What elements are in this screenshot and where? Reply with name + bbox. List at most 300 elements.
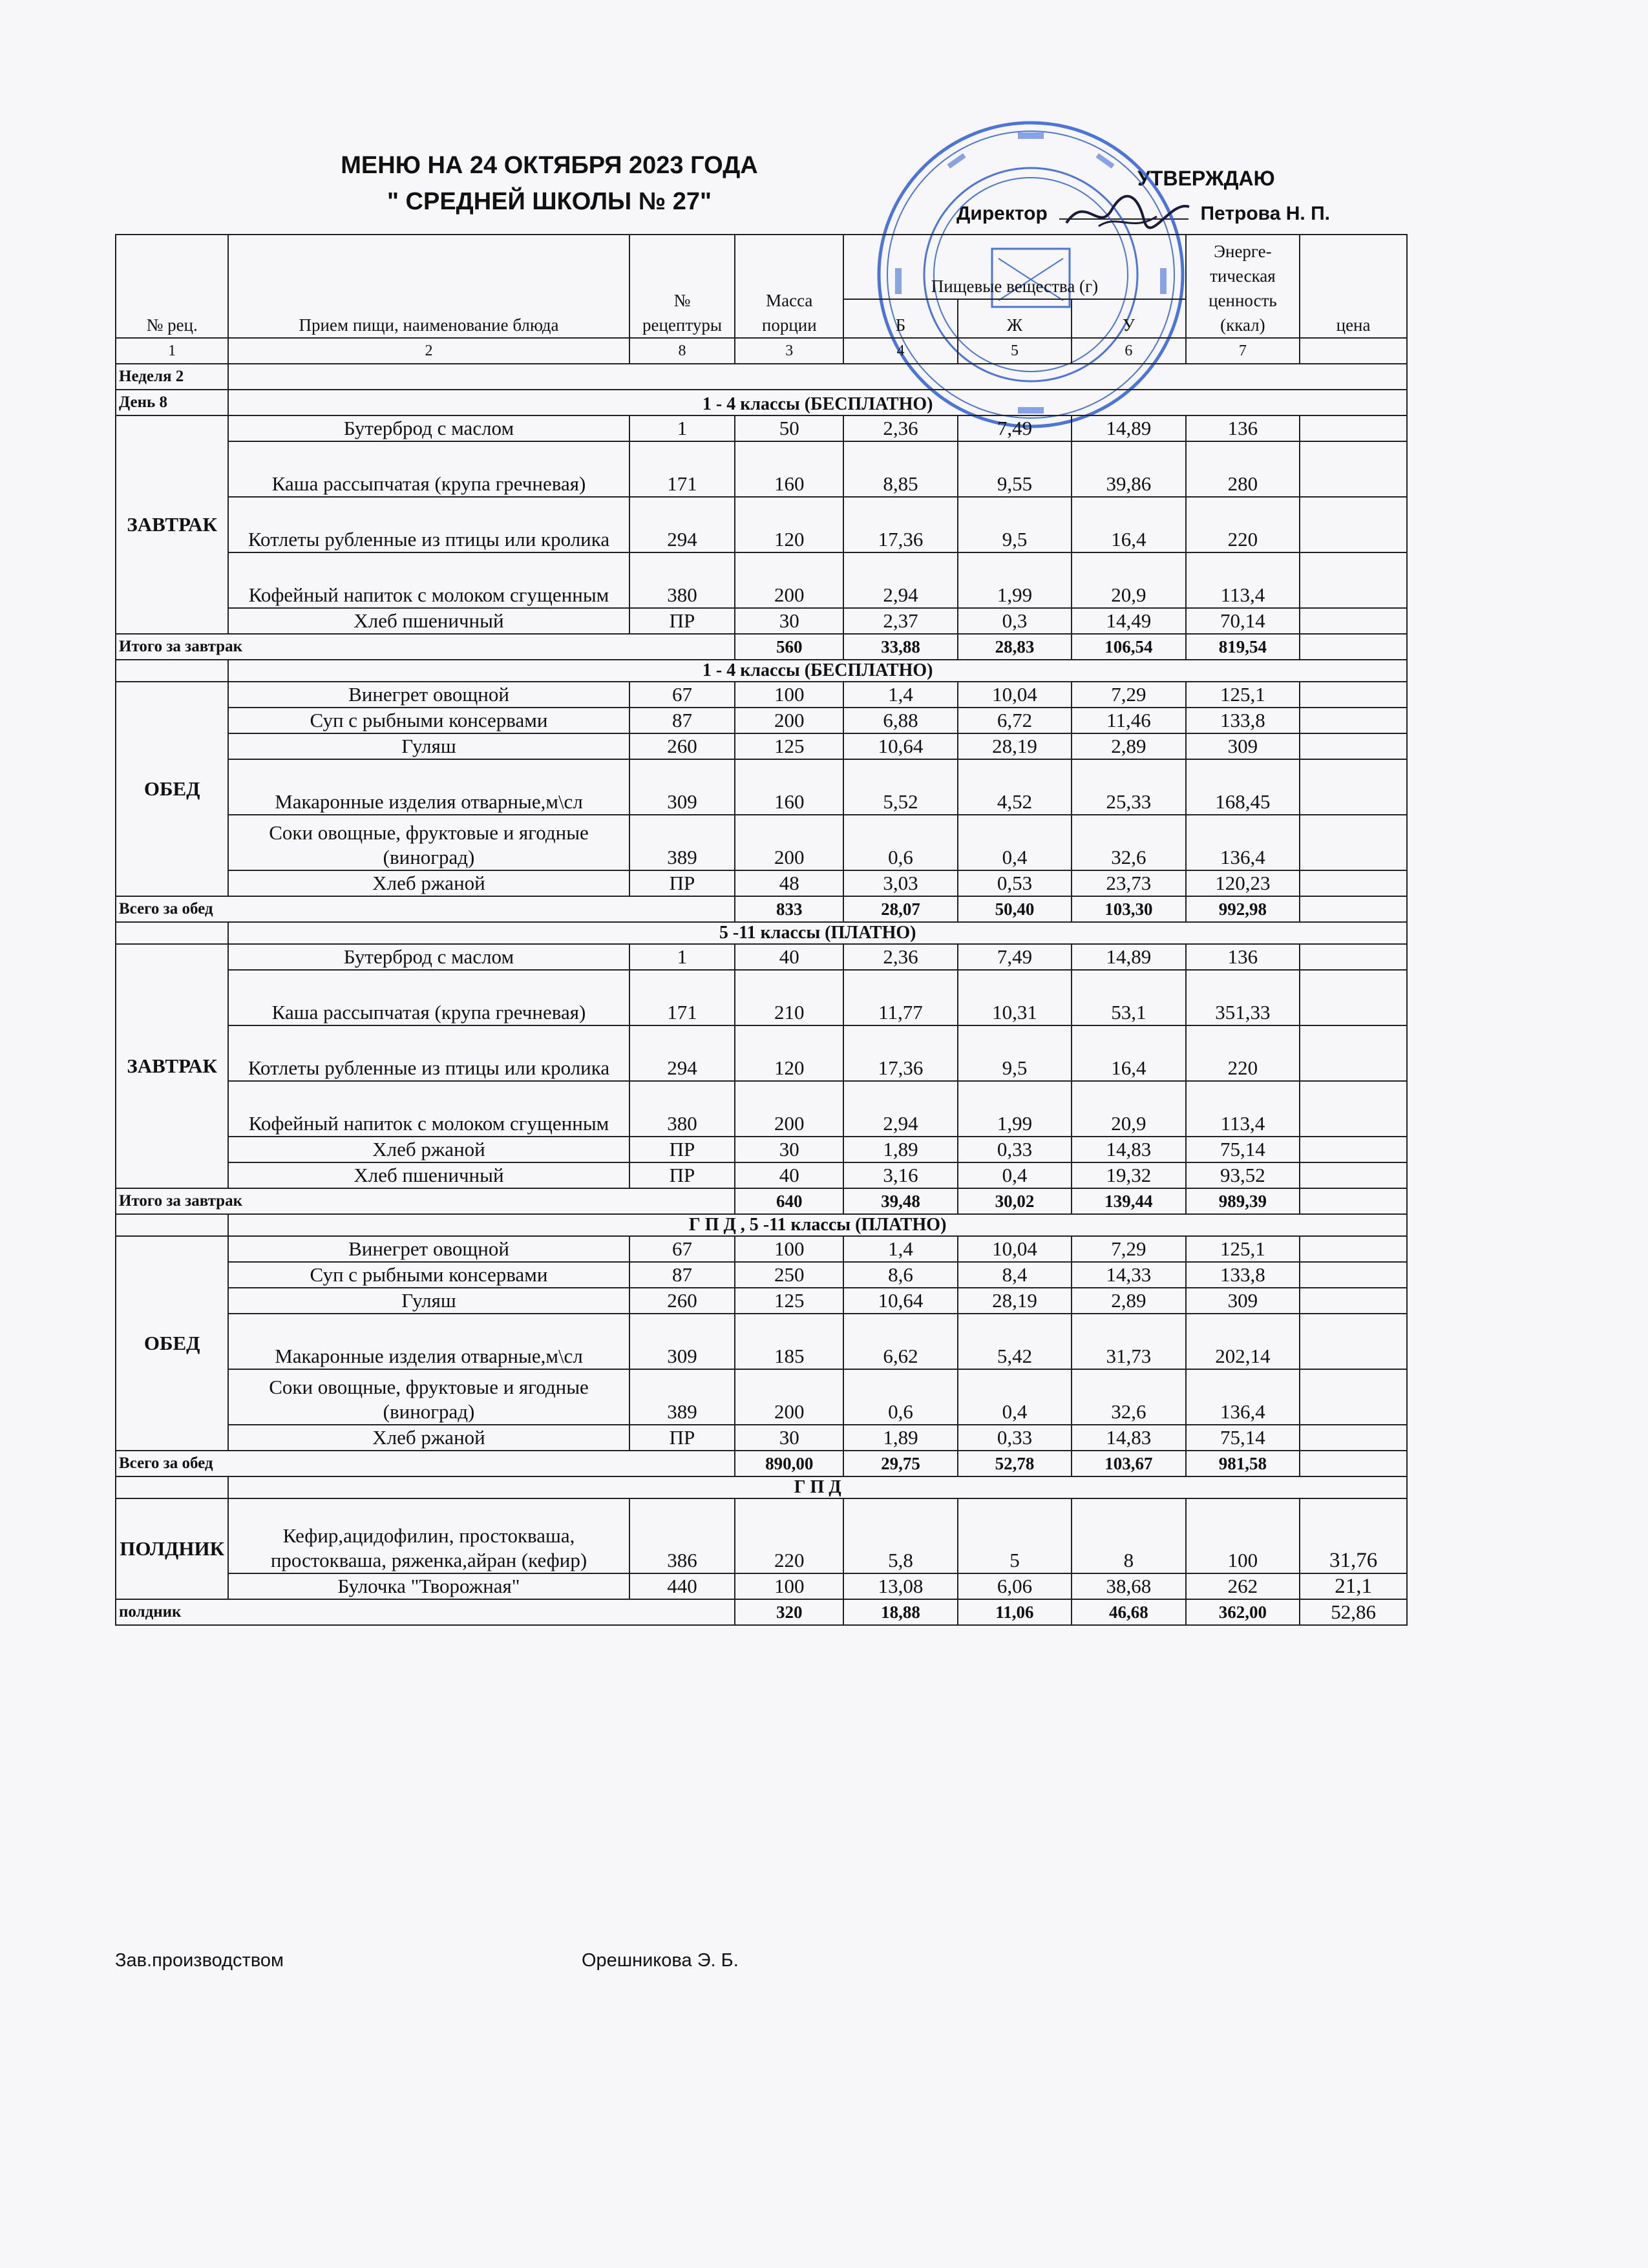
- fat-value: 1,99: [958, 552, 1072, 608]
- dish-name: Соки овощные, фруктовые и ягодные (виноград): [228, 815, 629, 870]
- energy-value: 220: [1186, 497, 1300, 552]
- total-price: [1300, 896, 1407, 922]
- protein-value: 2,36: [843, 415, 957, 441]
- dish-name: Суп с рыбными консервами: [228, 708, 629, 733]
- price-value: [1300, 415, 1407, 441]
- total-fat: 52,78: [958, 1451, 1072, 1476]
- protein-value: 1,4: [843, 682, 957, 708]
- energy-value: 75,14: [1186, 1425, 1300, 1451]
- energy-value: 168,45: [1186, 759, 1300, 815]
- recipe-number: 389: [629, 815, 735, 870]
- carb-value: 38,68: [1072, 1573, 1186, 1599]
- protein-value: 3,16: [843, 1162, 957, 1188]
- fat-value: 9,55: [958, 441, 1072, 497]
- protein-value: 5,8: [843, 1498, 957, 1573]
- recipe-number: 67: [629, 1236, 735, 1262]
- carb-value: 2,89: [1072, 1288, 1186, 1314]
- portion-mass: 50: [735, 415, 843, 441]
- total-label: полдник: [116, 1599, 735, 1625]
- total-row: [116, 1451, 1407, 1476]
- price-value: [1300, 1162, 1407, 1188]
- price-value: [1300, 1369, 1407, 1425]
- portion-mass: 250: [735, 1262, 843, 1288]
- section-label-row: [116, 1214, 1407, 1236]
- price-value: [1300, 815, 1407, 870]
- price-value: [1300, 608, 1407, 634]
- price-value: [1300, 1137, 1407, 1162]
- protein-value: 0,6: [843, 1369, 957, 1425]
- dish-name: Кофейный напиток с молоком сгущенным: [228, 552, 629, 608]
- energy-value: 136: [1186, 415, 1300, 441]
- protein-value: 2,94: [843, 1081, 957, 1137]
- energy-value: 113,4: [1186, 1081, 1300, 1137]
- carb-value: 32,6: [1072, 815, 1186, 870]
- carb-value: 2,89: [1072, 733, 1186, 759]
- table-row: [116, 1262, 1407, 1288]
- colnum-cell: 7: [1186, 338, 1300, 364]
- fat-value: 5,42: [958, 1314, 1072, 1369]
- carb-value: 16,4: [1072, 497, 1186, 552]
- portion-mass: 220: [735, 1498, 843, 1573]
- total-protein: 18,88: [843, 1599, 957, 1625]
- portion-mass: 125: [735, 733, 843, 759]
- price-value: [1300, 1288, 1407, 1314]
- portion-mass: 30: [735, 608, 843, 634]
- carb-value: 7,29: [1072, 1236, 1186, 1262]
- table-row: [116, 970, 1407, 1025]
- colnum-cell: 2: [228, 338, 629, 364]
- total-label: Итого за завтрак: [116, 634, 735, 660]
- dish-name: Гуляш: [228, 733, 629, 759]
- energy-value: 202,14: [1186, 1314, 1300, 1369]
- col-zh-header: Ж: [958, 299, 1072, 338]
- protein-value: 6,62: [843, 1314, 957, 1369]
- portion-mass: 100: [735, 1236, 843, 1262]
- meal-label: ПОЛДНИК: [116, 1498, 228, 1599]
- recipe-number: ПР: [629, 1137, 735, 1162]
- protein-value: 1,4: [843, 1236, 957, 1262]
- section-label-row: [116, 922, 1407, 944]
- total-fat: 30,02: [958, 1188, 1072, 1214]
- colnum-cell: 6: [1072, 338, 1186, 364]
- fat-value: 6,72: [958, 708, 1072, 733]
- table-row: [116, 1314, 1407, 1369]
- table-row: [116, 1025, 1407, 1081]
- director-name: Петрова Н. П.: [1200, 203, 1330, 224]
- portion-mass: 40: [735, 1162, 843, 1188]
- price-value: [1300, 970, 1407, 1025]
- total-energy: 981,58: [1186, 1451, 1300, 1476]
- dish-name: Макаронные изделия отварные,м\сл: [228, 759, 629, 815]
- total-fat: 28,83: [958, 634, 1072, 660]
- price-value: [1300, 1025, 1407, 1081]
- portion-mass: 100: [735, 1573, 843, 1599]
- portion-mass: 100: [735, 682, 843, 708]
- energy-value: 351,33: [1186, 970, 1300, 1025]
- total-price: [1300, 634, 1407, 660]
- portion-mass: 120: [735, 1025, 843, 1081]
- section-spacer-cell: [116, 1214, 228, 1236]
- price-value: 21,1: [1300, 1573, 1407, 1599]
- energy-value: 136: [1186, 944, 1300, 970]
- fat-value: 9,5: [958, 1025, 1072, 1081]
- energy-value: 125,1: [1186, 1236, 1300, 1262]
- handwritten-signature-icon: [1060, 187, 1196, 239]
- total-protein: 33,88: [843, 634, 957, 660]
- energy-value: 93,52: [1186, 1162, 1300, 1188]
- colnum-cell: 1: [116, 338, 228, 364]
- carb-value: 39,86: [1072, 441, 1186, 497]
- carb-value: 53,1: [1072, 970, 1186, 1025]
- col-price-header: цена: [1300, 235, 1407, 338]
- carb-value: 23,73: [1072, 870, 1186, 896]
- dish-name: Булочка "Творожная": [228, 1573, 629, 1599]
- price-value: [1300, 1425, 1407, 1451]
- protein-value: 1,89: [843, 1425, 957, 1451]
- dish-name: Винегрет овощной: [228, 1236, 629, 1262]
- energy-value: 309: [1186, 733, 1300, 759]
- fat-value: 28,19: [958, 733, 1072, 759]
- total-fat: 11,06: [958, 1599, 1072, 1625]
- carb-value: 11,46: [1072, 708, 1186, 733]
- fat-value: 1,99: [958, 1081, 1072, 1137]
- col-u-header: У: [1072, 299, 1186, 338]
- protein-value: 13,08: [843, 1573, 957, 1599]
- colnum-cell: 8: [629, 338, 735, 364]
- portion-mass: 200: [735, 552, 843, 608]
- protein-value: 17,36: [843, 497, 957, 552]
- dish-name: Винегрет овощной: [228, 682, 629, 708]
- fat-value: 6,06: [958, 1573, 1072, 1599]
- section-label-row: [116, 1476, 1407, 1498]
- protein-value: 8,85: [843, 441, 957, 497]
- recipe-number: 171: [629, 970, 735, 1025]
- protein-value: 5,52: [843, 759, 957, 815]
- section-spacer-cell: [116, 922, 228, 944]
- col-rec-header: № рец.: [116, 235, 228, 338]
- meal-label: ОБЕД: [116, 682, 228, 896]
- energy-value: 136,4: [1186, 1369, 1300, 1425]
- fat-value: 0,4: [958, 815, 1072, 870]
- col-energy-header: Энерге-тическая ценность (ккал): [1186, 235, 1300, 338]
- carb-value: 14,83: [1072, 1425, 1186, 1451]
- dish-name: Суп с рыбными консервами: [228, 1262, 629, 1288]
- carb-value: 16,4: [1072, 1025, 1186, 1081]
- recipe-number: 87: [629, 1262, 735, 1288]
- table-row: [116, 1573, 1407, 1599]
- protein-value: 0,6: [843, 815, 957, 870]
- table-row: [116, 870, 1407, 896]
- energy-value: 113,4: [1186, 552, 1300, 608]
- price-value: [1300, 1262, 1407, 1288]
- total-carb: 46,68: [1072, 1599, 1186, 1625]
- meal-label: ЗАВТРАК: [116, 944, 228, 1188]
- protein-value: 2,36: [843, 944, 957, 970]
- energy-value: 75,14: [1186, 1137, 1300, 1162]
- table-row: [116, 608, 1407, 634]
- table-row: [116, 733, 1407, 759]
- energy-value: 220: [1186, 1025, 1300, 1081]
- carb-value: 8: [1072, 1498, 1186, 1573]
- carb-value: 32,6: [1072, 1369, 1186, 1425]
- dish-name: Кефир,ацидофилин, простокваша, простокваша, ряженка,айран (кефир): [228, 1498, 629, 1573]
- portion-mass: 30: [735, 1425, 843, 1451]
- total-energy: 989,39: [1186, 1188, 1300, 1214]
- total-price: [1300, 1451, 1407, 1476]
- dish-name: Хлеб ржаной: [228, 870, 629, 896]
- fat-value: 0,4: [958, 1369, 1072, 1425]
- total-price: [1300, 1188, 1407, 1214]
- price-value: [1300, 708, 1407, 733]
- carb-value: 14,33: [1072, 1262, 1186, 1288]
- column-number-row: [116, 338, 1407, 364]
- table-row: [116, 682, 1407, 708]
- fat-value: 4,52: [958, 759, 1072, 815]
- total-row: [116, 634, 1407, 660]
- portion-mass: 40: [735, 944, 843, 970]
- total-mass: 640: [735, 1188, 843, 1214]
- total-mass: 320: [735, 1599, 843, 1625]
- portion-mass: 30: [735, 1137, 843, 1162]
- carb-value: 25,33: [1072, 759, 1186, 815]
- energy-value: 125,1: [1186, 682, 1300, 708]
- total-label: Всего за обед: [116, 1451, 735, 1476]
- portion-mass: 48: [735, 870, 843, 896]
- table-row: [116, 552, 1407, 608]
- dish-name: Каша рассыпчатая (крупа гречневая): [228, 441, 629, 497]
- portion-mass: 200: [735, 815, 843, 870]
- fat-value: 7,49: [958, 944, 1072, 970]
- week-row: [116, 364, 1407, 390]
- energy-value: 120,23: [1186, 870, 1300, 896]
- energy-value: 262: [1186, 1573, 1300, 1599]
- dish-name: Котлеты рубленные из птицы или кролика: [228, 1025, 629, 1081]
- table-row: [116, 1162, 1407, 1188]
- table-row: [116, 944, 1407, 970]
- table-row: [116, 1425, 1407, 1451]
- fat-value: 5: [958, 1498, 1072, 1573]
- protein-value: 17,36: [843, 1025, 957, 1081]
- total-row: [116, 896, 1407, 922]
- fat-value: 8,4: [958, 1262, 1072, 1288]
- fat-value: 9,5: [958, 497, 1072, 552]
- recipe-number: 386: [629, 1498, 735, 1573]
- week-label: Неделя 2: [116, 364, 228, 390]
- energy-value: 100: [1186, 1498, 1300, 1573]
- total-fat: 50,40: [958, 896, 1072, 922]
- dish-name: Котлеты рубленные из птицы или кролика: [228, 497, 629, 552]
- page-title: [246, 147, 853, 220]
- section-label-row: [116, 390, 1407, 415]
- carb-value: 20,9: [1072, 1081, 1186, 1137]
- header-row: [116, 235, 1407, 299]
- carb-value: 7,29: [1072, 682, 1186, 708]
- total-protein: 29,75: [843, 1451, 957, 1476]
- col-b-header: Б: [843, 299, 957, 338]
- approve-label: УТВЕРЖДАЮ: [1137, 167, 1275, 190]
- total-protein: 39,48: [843, 1188, 957, 1214]
- section-label: 1 - 4 классы (БЕСПЛАТНО): [228, 390, 1407, 415]
- section-label: Г П Д: [228, 1476, 1407, 1498]
- protein-value: 11,77: [843, 970, 957, 1025]
- dish-name: Бутерброд с маслом: [228, 415, 629, 441]
- fat-value: 10,31: [958, 970, 1072, 1025]
- table-row: [116, 441, 1407, 497]
- section-label: 5 -11 классы (ПЛАТНО): [228, 922, 1407, 944]
- fat-value: 0,33: [958, 1425, 1072, 1451]
- total-mass: 833: [735, 896, 843, 922]
- table-row: [116, 1369, 1407, 1425]
- table-row: [116, 1288, 1407, 1314]
- recipe-number: 260: [629, 1288, 735, 1314]
- section-label: 1 - 4 классы (БЕСПЛАТНО): [228, 660, 1407, 682]
- energy-value: 309: [1186, 1288, 1300, 1314]
- colnum-cell: [1300, 338, 1407, 364]
- meal-label: ЗАВТРАК: [116, 415, 228, 634]
- total-label: Всего за обед: [116, 896, 735, 922]
- recipe-number: 67: [629, 682, 735, 708]
- recipe-number: 380: [629, 552, 735, 608]
- table-row: [116, 759, 1407, 815]
- dish-name: Соки овощные, фруктовые и ягодные (виноград): [228, 1369, 629, 1425]
- dish-name: Каша рассыпчатая (крупа гречневая): [228, 970, 629, 1025]
- protein-value: 10,64: [843, 1288, 957, 1314]
- price-value: [1300, 733, 1407, 759]
- fat-value: 28,19: [958, 1288, 1072, 1314]
- colnum-cell: 5: [958, 338, 1072, 364]
- price-value: [1300, 944, 1407, 970]
- fat-value: 10,04: [958, 682, 1072, 708]
- footer-role: Зав.производством: [115, 1950, 284, 1971]
- fat-value: 10,04: [958, 1236, 1072, 1262]
- section-spacer-cell: [116, 1476, 228, 1498]
- protein-value: 1,89: [843, 1137, 957, 1162]
- table-row: [116, 415, 1407, 441]
- dish-name: Макаронные изделия отварные,м\сл: [228, 1314, 629, 1369]
- total-row: [116, 1188, 1407, 1214]
- footer-name: Орешникова Э. Б.: [582, 1950, 739, 1971]
- recipe-number: 260: [629, 733, 735, 759]
- recipe-number: 389: [629, 1369, 735, 1425]
- price-value: [1300, 497, 1407, 552]
- fat-value: 0,3: [958, 608, 1072, 634]
- carb-value: 14,49: [1072, 608, 1186, 634]
- table-row: [116, 815, 1407, 870]
- carb-value: 14,89: [1072, 415, 1186, 441]
- protein-value: 3,03: [843, 870, 957, 896]
- recipe-number: ПР: [629, 608, 735, 634]
- recipe-number: 380: [629, 1081, 735, 1137]
- director-label: Директор: [956, 203, 1048, 224]
- table-row: [116, 708, 1407, 733]
- col-nutrients-header: Пищевые вещества (г): [843, 235, 1185, 299]
- carb-value: 31,73: [1072, 1314, 1186, 1369]
- recipe-number: ПР: [629, 1162, 735, 1188]
- portion-mass: 125: [735, 1288, 843, 1314]
- recipe-number: 440: [629, 1573, 735, 1599]
- carb-value: 20,9: [1072, 552, 1186, 608]
- fat-value: 0,53: [958, 870, 1072, 896]
- recipe-number: ПР: [629, 870, 735, 896]
- carb-value: 19,32: [1072, 1162, 1186, 1188]
- price-value: [1300, 441, 1407, 497]
- menu-table: [115, 234, 1408, 1626]
- total-row: [116, 1599, 1407, 1625]
- title-line-2: " СРЕДНЕЙ ШКОЛЫ № 27": [386, 188, 712, 215]
- total-energy: 819,54: [1186, 634, 1300, 660]
- recipe-number: 1: [629, 944, 735, 970]
- energy-value: 133,8: [1186, 1262, 1300, 1288]
- recipe-number: 87: [629, 708, 735, 733]
- portion-mass: 200: [735, 708, 843, 733]
- recipe-number: ПР: [629, 1425, 735, 1451]
- portion-mass: 200: [735, 1369, 843, 1425]
- price-value: [1300, 1314, 1407, 1369]
- dish-name: Хлеб пшеничный: [228, 608, 629, 634]
- recipe-number: 294: [629, 497, 735, 552]
- dish-name: Кофейный напиток с молоком сгущенным: [228, 1081, 629, 1137]
- portion-mass: 200: [735, 1081, 843, 1137]
- total-mass: 890,00: [735, 1451, 843, 1476]
- total-carb: 103,67: [1072, 1451, 1186, 1476]
- fat-value: 7,49: [958, 415, 1072, 441]
- table-row: [116, 1081, 1407, 1137]
- portion-mass: 185: [735, 1314, 843, 1369]
- carb-value: 14,89: [1072, 944, 1186, 970]
- protein-value: 8,6: [843, 1262, 957, 1288]
- dish-name: Хлеб пшеничный: [228, 1162, 629, 1188]
- carb-value: 14,83: [1072, 1137, 1186, 1162]
- table-row: [116, 497, 1407, 552]
- portion-mass: 160: [735, 759, 843, 815]
- portion-mass: 120: [735, 497, 843, 552]
- dish-name: Хлеб ржаной: [228, 1425, 629, 1451]
- price-value: [1300, 870, 1407, 896]
- energy-value: 136,4: [1186, 815, 1300, 870]
- recipe-number: 1: [629, 415, 735, 441]
- price-value: [1300, 759, 1407, 815]
- menu-body: [116, 390, 1407, 1625]
- colnum-cell: 4: [843, 338, 957, 364]
- recipe-number: 309: [629, 759, 735, 815]
- price-value: [1300, 1081, 1407, 1137]
- total-protein: 28,07: [843, 896, 957, 922]
- energy-value: 70,14: [1186, 608, 1300, 634]
- day-label: День 8: [116, 390, 228, 415]
- portion-mass: 210: [735, 970, 843, 1025]
- total-energy: 362,00: [1186, 1599, 1300, 1625]
- protein-value: 6,88: [843, 708, 957, 733]
- table-row: [116, 1236, 1407, 1262]
- price-value: [1300, 682, 1407, 708]
- meal-label: ОБЕД: [116, 1236, 228, 1451]
- dish-name: Бутерброд с маслом: [228, 944, 629, 970]
- protein-value: 2,94: [843, 552, 957, 608]
- section-label: Г П Д , 5 -11 классы (ПЛАТНО): [228, 1214, 1407, 1236]
- total-carb: 103,30: [1072, 896, 1186, 922]
- col-name-header: Прием пищи, наименование блюда: [228, 235, 629, 338]
- col-mass-header: Масса порции: [735, 235, 843, 338]
- dish-name: Гуляш: [228, 1288, 629, 1314]
- total-carb: 139,44: [1072, 1188, 1186, 1214]
- section-label-row: [116, 660, 1407, 682]
- total-energy: 992,98: [1186, 896, 1300, 922]
- energy-value: 280: [1186, 441, 1300, 497]
- recipe-number: 171: [629, 441, 735, 497]
- table-row: [116, 1498, 1407, 1573]
- protein-value: 10,64: [843, 733, 957, 759]
- title-line-1: МЕНЮ НА 24 ОКТЯБРЯ 2023 ГОДА: [341, 152, 758, 179]
